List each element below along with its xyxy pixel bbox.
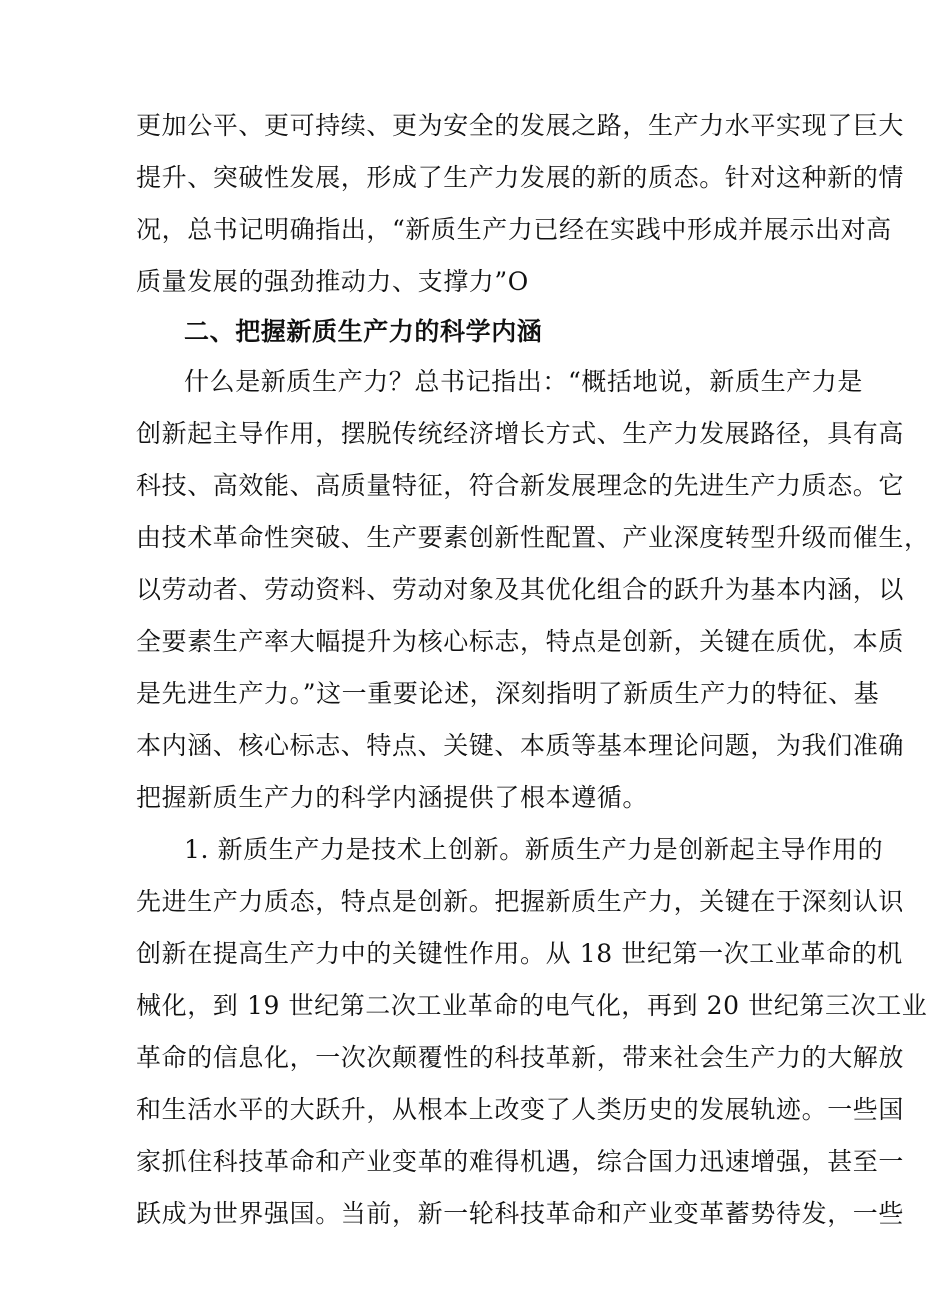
paragraph-3-line-8: 跃成为世界强国。当前，新一轮科技革命和产业变革蓄势待发，一些: [136, 1199, 905, 1228]
paragraph-2-line-7: 是先进生产力。”这一重要论述，深刻指明了新质生产力的特征、基: [136, 679, 880, 708]
paragraph-2-line-9: 把握新质生产力的科学内涵提供了根本遵循。: [136, 783, 649, 812]
paragraph-1-line-4: 质量发展的强劲推动力、支撑力”O: [136, 267, 529, 296]
paragraph-3-line-3: 创新在提高生产力中的关键性作用。从 18 世纪第一次工业革命的机: [136, 939, 903, 968]
paragraph-2-line-4: 由技术革命性突破、生产要素创新性配置、产业深度转型升级而催生，: [136, 523, 930, 552]
paragraph-1-line-2: 提升、突破性发展，形成了生产力发展的新的质态。针对这种新的情: [136, 163, 905, 192]
paragraph-3-line-7: 家抓住科技革命和产业变革的难得机遇，综合国力迅速增强，甚至一: [136, 1147, 905, 1176]
paragraph-2-line-8: 本内涵、核心标志、特点、关键、本质等基本理论问题，为我们准确: [136, 731, 905, 760]
paragraph-3-line-6: 和生活水平的大跃升，从根本上改变了人类历史的发展轨迹。一些国: [136, 1095, 905, 1124]
paragraph-3-line-1: 1. 新质生产力是技术上创新。新质生产力是创新起主导作用的: [184, 835, 884, 864]
paragraph-3-line-5: 革命的信息化，一次次颠覆性的科技革新，带来社会生产力的大解放: [136, 1043, 905, 1072]
paragraph-3-line-2: 先进生产力质态，特点是创新。把握新质生产力，关键在于深刻认识: [136, 887, 905, 916]
paragraph-1-line-3: 况，总书记明确指出，“新质生产力已经在实践中形成并展示出对高: [136, 215, 892, 244]
paragraph-2-line-2: 创新起主导作用，摆脱传统经济增长方式、生产力发展路径，具有高: [136, 419, 905, 448]
section-heading: 二、把握新质生产力的科学内涵: [184, 317, 543, 346]
paragraph-2-line-6: 全要素生产率大幅提升为核心标志，特点是创新，关键在质优，本质: [136, 627, 905, 656]
paragraph-2-line-1: 什么是新质生产力？总书记指出：“概括地说，新质生产力是: [184, 367, 863, 396]
paragraph-1-line-1: 更加公平、更可持续、更为安全的发展之路，生产力水平实现了巨大: [136, 111, 905, 140]
paragraph-2-line-3: 科技、高效能、高质量特征，符合新发展理念的先进生产力质态。它: [136, 471, 905, 500]
paragraph-2-line-5: 以劳动者、劳动资料、劳动对象及其优化组合的跃升为基本内涵，以: [136, 575, 905, 604]
paragraph-3-line-4: 械化，到 19 世纪第二次工业革命的电气化，再到 20 世纪第三次工业: [136, 991, 928, 1020]
